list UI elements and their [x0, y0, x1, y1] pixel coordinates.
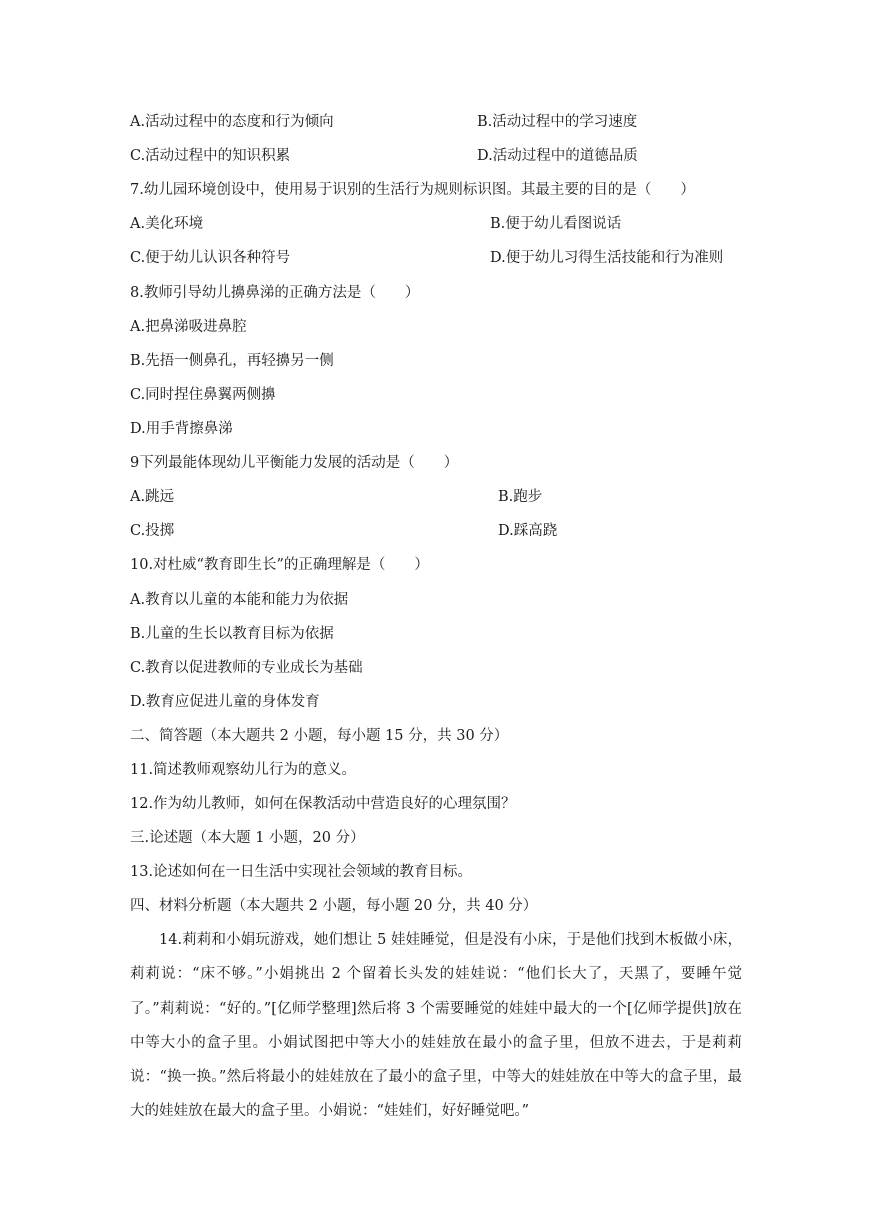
q10-option-c: C.教育以促进教师的专业成长为基础 — [130, 660, 363, 676]
section2-title: 二、简答题（本大题共 2 小题，每小题 15 分，共 30 分） — [130, 728, 509, 744]
q7-stem: 7.幼儿园环境创设中，使用易于识别的生活行为规则标识图。其最主要的目的是（ ） — [130, 182, 695, 198]
q8-option-b: B.先捂一侧鼻孔，再轻擤另一侧 — [130, 353, 334, 369]
section3-title: 三.论述题（本大题 1 小题，20 分） — [130, 830, 365, 846]
q10-option-b: B.儿童的生长以教育目标为依据 — [130, 626, 334, 642]
q9-option-a: A.跳远 — [130, 489, 175, 505]
q6-option-c: C.活动过程中的知识积累 — [130, 148, 291, 164]
q8-stem: 8.教师引导幼儿擤鼻涕的正确方法是（ ） — [130, 285, 420, 301]
q9-option-c: C.投掷 — [130, 523, 175, 539]
q7-option-b: B.便于幼儿看图说话 — [490, 216, 622, 232]
q6-option-a: A.活动过程中的态度和行为倾向 — [130, 114, 334, 130]
q13: 13.论述如何在一日生活中实现社会领域的教育目标。 — [130, 864, 473, 880]
q8-option-d: D.用手背擦鼻涕 — [130, 421, 233, 437]
q6-option-b: B.活动过程中的学习速度 — [477, 114, 638, 130]
q14-paragraph: 14.莉莉和小娟玩游戏，她们想让 5 娃娃睡觉，但是没有小床，于是他们找到木板做小床，莉莉说：“床不够。”小娟挑出 2 个留着长头发的娃娃说：“他们长大了，天黑了，要睡午觉了。”莉莉说：“好的。”[亿师学整理]然后将 3 个需要睡觉的娃娃中最大的一个[亿师学提供]放在中等大小的盒子里。小娟试图把中等大小的娃娃放在最小的盒子里，但放不进去，于是莉莉说：“换一换。”然后将最小的娃娃放在了最小的盒子里，中等大的娃娃放在中等大的盒子里，最大的娃娃放在最大的盒子里。小娟说：“娃娃们，好好睡觉吧。” — [130, 932, 742, 1120]
q10-stem: 10.对杜威“教育即生长”的正确理解是（ ） — [130, 557, 429, 573]
q10-option-d: D.教育应促进儿童的身体发育 — [130, 694, 320, 710]
q7-option-d: D.便于幼儿习得生活技能和行为准则 — [490, 250, 724, 266]
q7-option-c: C.便于幼儿认识各种符号 — [130, 250, 291, 266]
q11: 11.简述教师观察幼儿行为的意义。 — [130, 762, 357, 778]
q8-option-a: A.把鼻涕吸进鼻腔 — [130, 319, 247, 335]
q12: 12.作为幼儿教师，如何在保教活动中营造良好的心理氛围？ — [130, 796, 516, 812]
q10-option-a: A.教育以儿童的本能和能力为依据 — [130, 592, 349, 608]
q9-option-b: B.跑步 — [498, 489, 543, 505]
q9-option-d: D.踩高跷 — [498, 523, 558, 539]
q9-stem: 9下列最能体现幼儿平衡能力发展的活动是（ ） — [130, 455, 459, 471]
q6-option-d: D.活动过程中的道德品质 — [477, 148, 638, 164]
q8-option-c: C.同时捏住鼻翼两侧擤 — [130, 387, 276, 403]
section4-title: 四、材料分析题（本大题共 2 小题，每小题 20 分，共 40 分） — [130, 898, 538, 914]
q7-option-a: A.美化环境 — [130, 216, 204, 232]
